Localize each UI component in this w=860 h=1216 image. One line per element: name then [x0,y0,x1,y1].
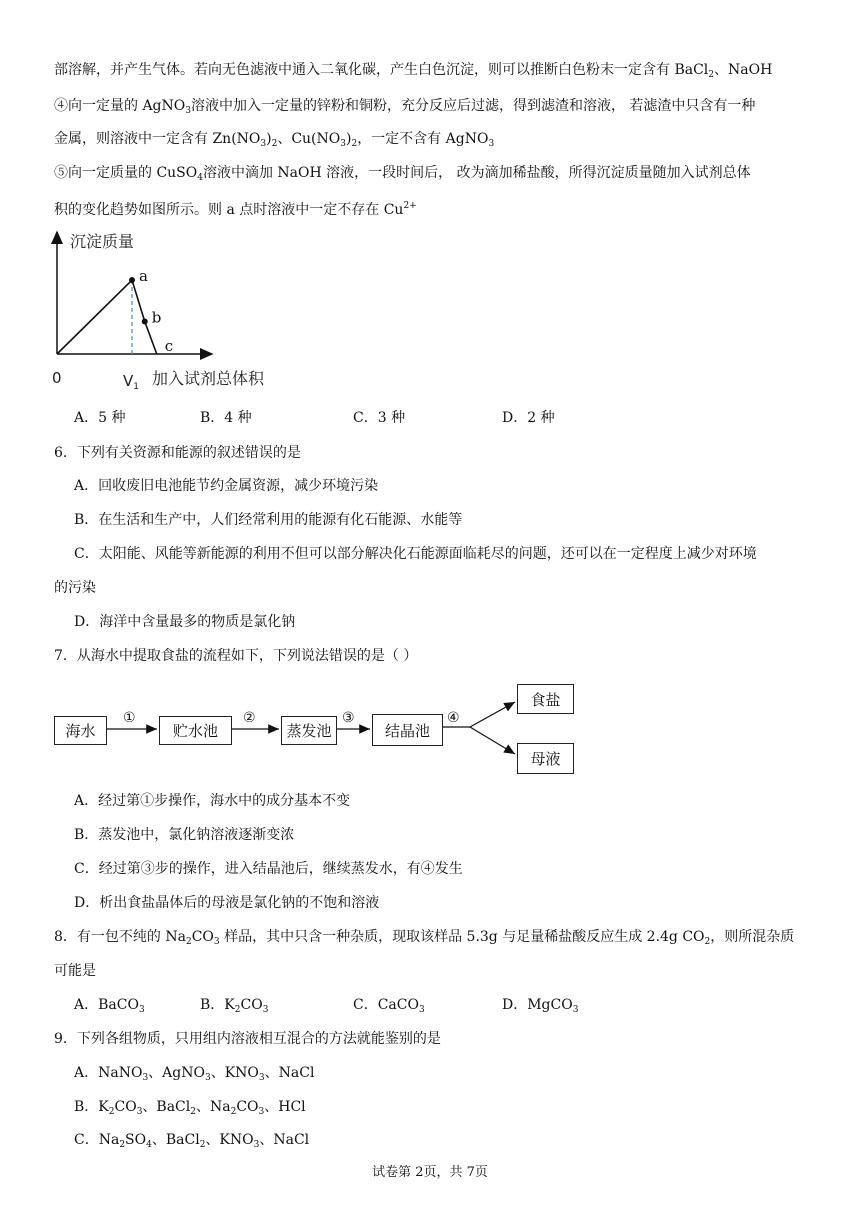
x-axis-label: 加入试剂总体积 [152,369,265,388]
q6-option-d: D．海洋中含量最多的物质是氯化钠 [74,614,296,630]
q9-stem: 9．下列各组物质，只用组内溶液相互混合的方法就能鉴别的是 [54,1031,441,1047]
point-a [129,277,135,283]
point-label-a: a [139,267,148,286]
q6-option-b: B．在生活和生产中，人们经常利用的能源有化石能源、水能等 [74,512,463,528]
q8-stem-line2: 可能是 [54,963,96,979]
q7-option-a: A．经过第①步操作，海水中的成分基本不变 [74,793,351,809]
q9-option-b: B．$K_2CO_3$、BaCl$_2$、$Na_2CO_3$、HCl [74,1099,306,1117]
q6-option-c-line2: 的污染 [54,580,96,596]
q7-option-d: D．析出食盐晶体后的母液是氯化钠的不饱和溶液 [74,895,380,911]
q9-option-c: C．$Na_2SO_4$、BaCl$_2$、$KNO_3$、NaCl [74,1132,310,1150]
flow-box-crystallization-pool: 结晶池 [372,714,443,746]
origin-label: 0 [52,369,62,387]
x-tick-label: $V_1$ [123,372,139,392]
q5-option-c: C．3 种 [353,410,406,426]
q8-stem-line1: 8．有一包不纯的 $Na_2CO_3$ 样品，其中只含一种杂质，现取该样品 5.3g 与足量稀盐酸反应生成 2.4g $CO_2$，则所混杂质 [54,929,795,947]
flow-box-salt: 食盐 [517,684,574,714]
flow-step-2: ② [243,710,256,726]
q8-option-c: C．CaCO$_3$ [353,997,425,1015]
para-line-5: 积的变化趋势如图所示。则 a 点时溶液中一定不存在 $Cu^{2+}$ [54,201,417,218]
point-label-b: b [151,308,162,327]
flow-box-mother-liquor: 母液 [517,743,574,774]
q8-option-d: D．MgCO$_3$ [502,997,579,1015]
q5-option-b: B．4 种 [200,410,252,426]
flow-step-1: ① [123,710,136,726]
para-line-2: ④向一定量的 AgNO$_3$溶液中加入一定量的锌粉和铜粉，充分反应后过滤，得到滤渣和溶液， 若滤渣中只含有一种 [54,98,756,116]
precipitate-chart [40,226,300,392]
para-line-1: 部溶解，并产生气体。若向无色滤液中通入二氧化碳，产生白色沉淀，则可以推断白色粉末一定含有 BaCl$_2$、NaOH [54,62,773,80]
q8-option-b: B．$K_2CO_3$ [200,997,269,1015]
q5-option-d: D．2 种 [502,410,555,426]
q6-option-a: A．回收废旧电池能节约金属资源，减少环境污染 [74,478,379,494]
q9-option-a: A．NaNO$_3$、AgNO$_3$、$KNO_3$、NaCl [74,1065,315,1083]
flow-box-evaporation-pool: 蒸发池 [281,716,337,745]
flow-box-seawater: 海水 [54,716,107,745]
q7-option-b: B．蒸发池中，氯化钠溶液逐渐变浓 [74,827,295,843]
y-axis-label: 沉淀质量 [70,232,135,251]
flow-box-storage-pool: 贮水池 [159,716,232,745]
q7-option-c: C．经过第③步的操作，进入结晶池后，继续蒸发水，有④发生 [74,861,463,877]
q6-stem: 6．下列有关资源和能源的叙述错误的是 [54,445,301,461]
para-line-4: ⑤向一定质量的 CuSO$_4$溶液中滴加 NaOH 溶液，一段时间后， 改为滴加稀盐酸，所得沉淀质量随加入试剂总体 [54,165,751,183]
flow-step-3: ③ [342,710,355,726]
page-footer: 试卷第 2页，共 7页 [372,1165,488,1180]
point-b [142,318,148,324]
q7-stem: 7．从海水中提取食盐的流程如下，下列说法错误的是（ ） [54,648,418,664]
q6-option-c-line1: C．太阳能、风能等新能源的利用不但可以部分解决化石能源面临耗尽的问题，还可以在一定程度上减少对环境 [74,546,757,562]
para-line-3: 金属，则溶液中一定含有 $Zn(NO_3)_2$、$Cu(NO_3)_2$，一定不含有 AgNO$_3$ [54,131,495,149]
q8-option-a: A．BaCO$_3$ [74,997,145,1015]
series-line [57,280,157,354]
flow-step-4: ④ [447,710,460,726]
point-label-c: c [164,337,174,355]
q5-option-a: A．5 种 [74,410,126,426]
